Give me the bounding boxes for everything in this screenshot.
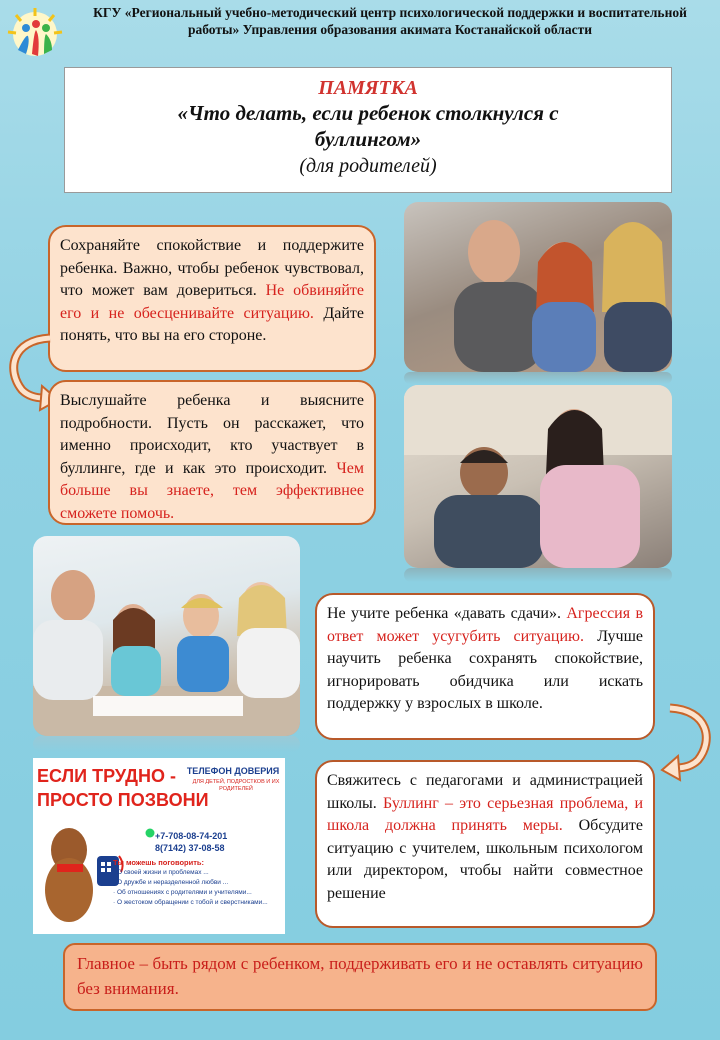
tip-text: Лучше научить ребенка сохранять спокойствие, игнорировать обидчика или искать поддержку у взрослых в школе. — [327, 627, 643, 712]
tip-highlight: Чем больше вы знаете, тем эффективнее сможете помочь. — [60, 459, 364, 522]
curved-arrow-icon — [658, 700, 718, 790]
tip-text: Обсудите ситуацию с учителем, школьным психологом или директором, чтобы найти совместное решение — [327, 817, 644, 902]
hotline-topic: · О дружбе и неразделенной любви ... — [113, 879, 229, 886]
hotline-topics — [113, 858, 283, 908]
hotline-topic: · О своей жизни и проблемах ... — [113, 869, 209, 876]
hotline-title-line2: ПРОСТО ПОЗВОНИ — [37, 790, 209, 810]
hotline-phone-2: 8(7142) 37-08-58 — [155, 843, 225, 853]
memo-audience: (для родителей) — [299, 155, 437, 177]
photo-reflection — [404, 372, 672, 384]
bottom-note: Главное – быть рядом с ребенком, поддерживать его и не оставлять ситуацию без внимания. — [63, 943, 657, 1011]
organization-header: КГУ «Региональный учебно-методический центр психологической поддержки и воспитательной работы» Управления образования акимата Костанайской области — [93, 5, 687, 37]
hotline-poster — [33, 758, 285, 934]
tip-text: Сохраняйте спокойствие и поддержите ребенка. Важно, чтобы ребенок чувствовал, что может вам довериться. — [60, 237, 364, 299]
hotline-phone-1: +7-708-08-74-201 — [155, 831, 228, 841]
family-doing-homework-photo — [33, 536, 300, 736]
tip-highlight: Буллинг – это серьезная проблема, и школа должна принять меры. — [327, 794, 644, 834]
tip-text: Не учите ребенка «давать сдачи». — [327, 605, 567, 622]
tip-card-3 — [315, 593, 655, 740]
tip-card-1 — [48, 225, 376, 372]
hotline-topics-header: Ты можешь поговорить: — [113, 858, 205, 867]
tip-text: Выслушайте ребенка и выясните подробности. Пусть он расскажет, что именно происходит, кто участвует в буллинге, где и как это происходит. — [60, 392, 364, 477]
memo-label: ПАМЯТКА — [318, 77, 418, 99]
hotline-subtitle: ТЕЛЕФОН ДОВЕРИЯ — [186, 766, 280, 776]
whatsapp-icon — [145, 828, 155, 838]
family-photo-parents-daughter — [404, 202, 672, 372]
hotline-phones — [155, 830, 227, 854]
tip-highlight: Агрессия в ответ может усугубить ситуацию. — [327, 605, 644, 645]
title-box — [64, 67, 672, 193]
tip-card-2 — [48, 380, 376, 525]
photo-reflection — [33, 736, 300, 752]
tip-text: Дайте понять, что вы на его стороне. — [60, 304, 365, 344]
tip-highlight: Не обвиняйте его и не обесценивайте ситуацию. — [60, 282, 365, 322]
memo-title: «Что делать, если ребенок столкнулся с буллингом» — [177, 101, 559, 151]
hotline-subtitle-small: ДЛЯ ДЕТЕЙ, ПОДРОСТКОВ И ИХ РОДИТЕЛЕЙ — [192, 779, 280, 792]
hotline-title-line1: ЕСЛИ ТРУДНО - — [37, 766, 176, 786]
org-logo — [4, 6, 66, 62]
hotline-topic: · О жестоком обращении с тобой и сверстниками... — [113, 899, 268, 906]
hotline-topic: · Об отношениях с родителями и учителями... — [113, 889, 252, 896]
mother-comforting-son-photo — [404, 385, 672, 568]
photo-reflection — [404, 568, 672, 582]
tip-card-4 — [315, 760, 655, 928]
tip-text: Свяжитесь с педагогами и администрацией школы. — [327, 772, 643, 812]
